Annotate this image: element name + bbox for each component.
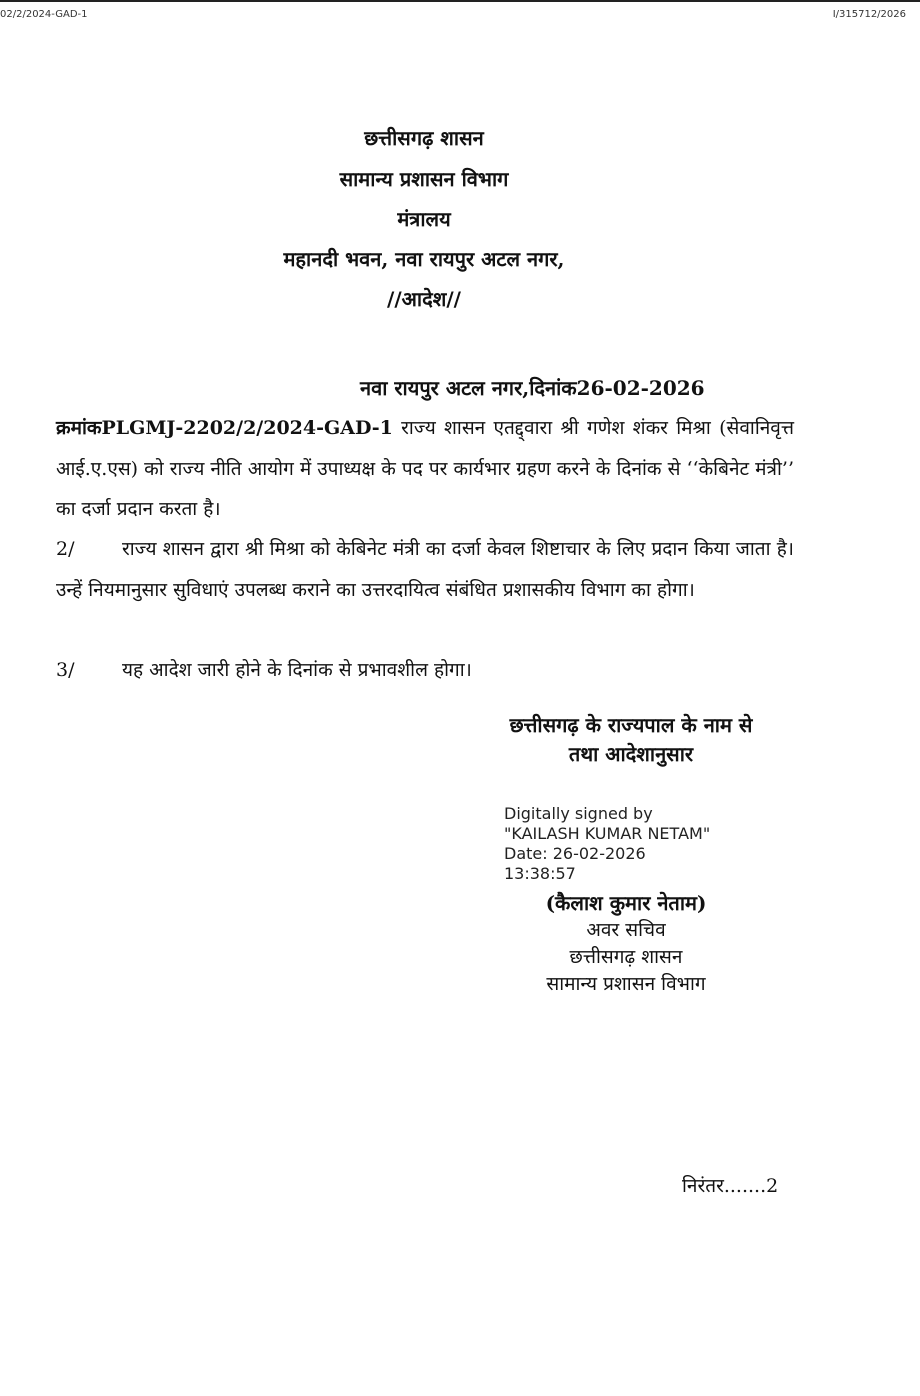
signer-name: (कैलाश कुमार नेताम) (545, 891, 707, 915)
signer-government: छत्तीसगढ़ शासन (569, 946, 683, 968)
signer-department: सामान्य प्रशासन विभाग (546, 973, 706, 995)
paragraph-3-number: 3/ (56, 659, 75, 681)
reference-number: PLGMJ-2202/2/2024-GAD-1 (101, 417, 393, 439)
letterhead-government: छत्तीसगढ़ शासन (364, 126, 484, 150)
header-file-ref: 02/2/2024-GAD-1 (0, 9, 88, 20)
signature-date: Date: 26-02-2026 (504, 844, 646, 863)
letterhead-department: सामान्य प्रशासन विभाग (339, 167, 509, 191)
paragraph-1-text: राज्य शासन एतद्द्वारा श्री गणेश शंकर मिश्रा (सेवानिवृत्त आई.ए.एस) को राज्य नीति आयोग में उपाध्यक्ष के पद पर कार्यभार ग्रहण करने के दिनांक से ‘‘केबिनेट मंत्री’’ का दर्जा प्रदान करता है। (56, 417, 794, 520)
continued-marker: निरंतर.......2 (682, 1175, 779, 1197)
paragraph-3-text: यह आदेश जारी होने के दिनांक से प्रभावशील होगा। (122, 659, 472, 681)
authority-line-2: तथा आदेशानुसार (568, 742, 694, 766)
authority-line-1: छत्तीसगढ़ के राज्यपाल के नाम से (509, 713, 753, 737)
letterhead-ministry: मंत्रालय (397, 207, 451, 231)
paragraph-1 (56, 408, 794, 530)
date-value: 26-02-2026 (576, 376, 705, 400)
top-border-line (0, 0, 920, 2)
signature-signer: "KAILASH KUMAR NETAM" (504, 824, 711, 843)
order-heading: //आदेश// (387, 287, 461, 311)
signature-line-1: Digitally signed by (504, 804, 653, 823)
digital-signature-block (504, 804, 710, 884)
signer-block (460, 890, 792, 998)
paragraph-2 (56, 529, 794, 610)
signer-designation: अवर सचिव (586, 919, 666, 941)
paragraph-2-number: 2/ (56, 538, 75, 560)
paragraph-2-text: राज्य शासन द्वारा श्री मिश्रा को केबिनेट मंत्री का दर्जा केवल शिष्टाचार के लिए प्रदान किया जाता है। उन्हें नियमानुसार सुविधाएं उपलब्ध कराने का उत्तरदायित्व संबंधित प्रशासकीय विभाग का होगा। (56, 538, 794, 601)
signature-time: 13:38:57 (504, 864, 576, 883)
date-line (360, 368, 705, 408)
reference-label: क्रमांक (56, 417, 102, 439)
header-inward-ref: I/315712/2026 (832, 9, 906, 20)
letterhead-address: महानदी भवन, नवा रायपुर अटल नगर, (283, 247, 565, 271)
date-place: नवा रायपुर अटल नगर,दिनांक (360, 376, 577, 400)
paragraph-3 (56, 650, 794, 691)
